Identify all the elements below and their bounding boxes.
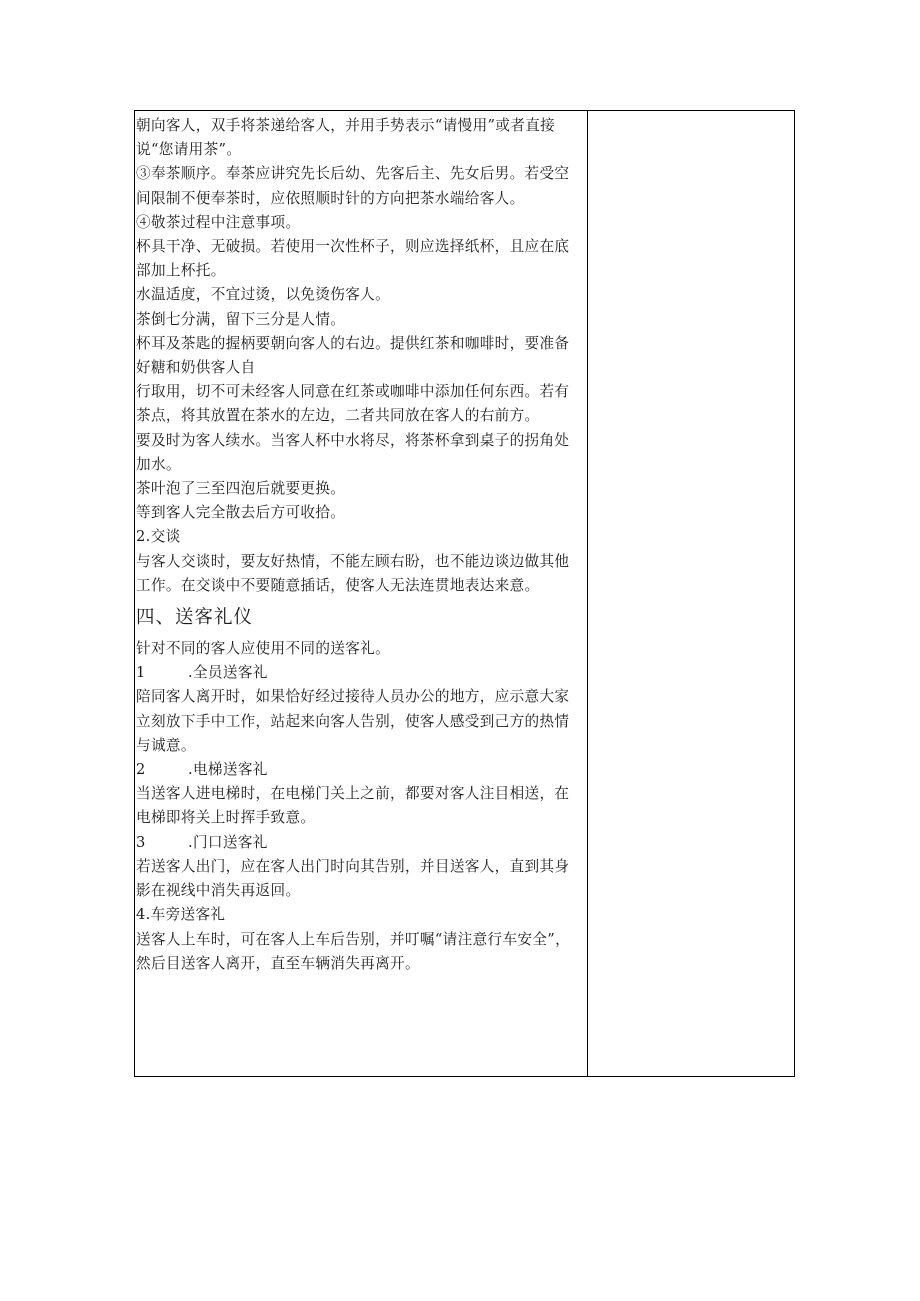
text-line: 影在视线中消失再返回。: [136, 882, 301, 900]
text-line: 电梯即将关上时挥手致意。: [136, 809, 316, 827]
text-line: 杯耳及茶匙的握柄要朝向客人的右边。提供红茶和咖啡时，要准备: [136, 334, 570, 352]
item-heading-3: [136, 831, 586, 855]
text-line: 若送客人出门，应在客人出门时向其告别，并目送客人，直到其身: [136, 857, 570, 875]
main-text-cell: [136, 114, 586, 976]
text-line: 等到客人完全散去后方可收拾。: [136, 504, 346, 522]
item-number: 3: [136, 833, 146, 851]
intro-line: 针对不同的客人应使用不同的送客礼。: [136, 640, 391, 658]
text-line: 工作。在交谈中不要随意插话，使客人无法连贯地表达来意。: [136, 576, 540, 594]
text-line: 水温适度，不宜过烫，以免烫伤客人。: [136, 286, 391, 304]
text-line: 当送客人进电梯时，在电梯门关上之前，都要对客人注目相送，在: [136, 785, 570, 803]
item-title: .门口送客礼: [188, 833, 268, 851]
text-line: 部加上杯托。: [136, 262, 226, 280]
text-line: 杯具干净、无破损。若使用一次性杯子，则应选择纸杯，且应在底: [136, 238, 570, 256]
text-line: 茶点，将其放置在茶水的左边，二者共同放在客人的右前方。: [136, 407, 540, 425]
text-line: ④敬茶过程中注意事项。: [136, 213, 301, 231]
item-number: 1: [136, 664, 146, 682]
text-line: 陪同客人离开时，如果恰好经过接待人员办公的地方，应示意大家: [136, 688, 570, 706]
text-line: 茶叶泡了三至四泡后就要更换。: [136, 480, 346, 498]
subheading-conversation: 2.交谈: [136, 528, 181, 546]
text-line: 然后目送客人离开，直至车辆消失再离开。: [136, 954, 420, 972]
text-line: 好糖和奶供客人自: [136, 359, 256, 377]
text-line: 要及时为客人续水。当客人杯中水将尽，将茶杯拿到桌子的拐角处: [136, 431, 570, 449]
text-line: 间限制不便奉茶时，应依照顺时针的方向把茶水端给客人。: [136, 189, 525, 207]
item-heading-2: [136, 758, 586, 782]
item-heading-4: 4.车旁送客礼: [136, 906, 226, 924]
item-number: 2: [136, 761, 146, 779]
item-title: .电梯送客礼: [188, 761, 268, 779]
text-line: 朝向客人，双手将茶递给客人，并用手势表示“请慢用”或者直接: [136, 117, 556, 134]
text-line: 行取用，切不可未经客人同意在红茶或咖啡中添加任何东西。若有: [136, 383, 570, 401]
text-line: 说“您请用茶”。: [136, 141, 242, 159]
text-line: 与诚意。: [136, 736, 196, 754]
item-heading-1: [136, 661, 586, 685]
content-table: [134, 110, 795, 1077]
text-line: 立刻放下手中工作，站起来向客人告别，使客人感受到己方的热情: [136, 712, 570, 730]
text-line: 送客人上车时，可在客人上车后告别，并叮嘱“请注意行车安全”，: [136, 930, 571, 948]
section-heading: 四、送客礼仪: [136, 607, 254, 629]
text-line: 茶倒七分满，留下三分是人情。: [136, 310, 346, 328]
text-line: 与客人交谈时，要友好热情，不能左顾右盼，也不能边谈边做其他: [136, 552, 570, 570]
item-title: .全员送客礼: [188, 664, 268, 682]
text-line: 加水。: [136, 455, 181, 473]
column-divider: [587, 111, 588, 1076]
text-line: ③奉茶顺序。奉茶应讲究先长后幼、先客后主、先女后男。若受空: [136, 165, 570, 183]
